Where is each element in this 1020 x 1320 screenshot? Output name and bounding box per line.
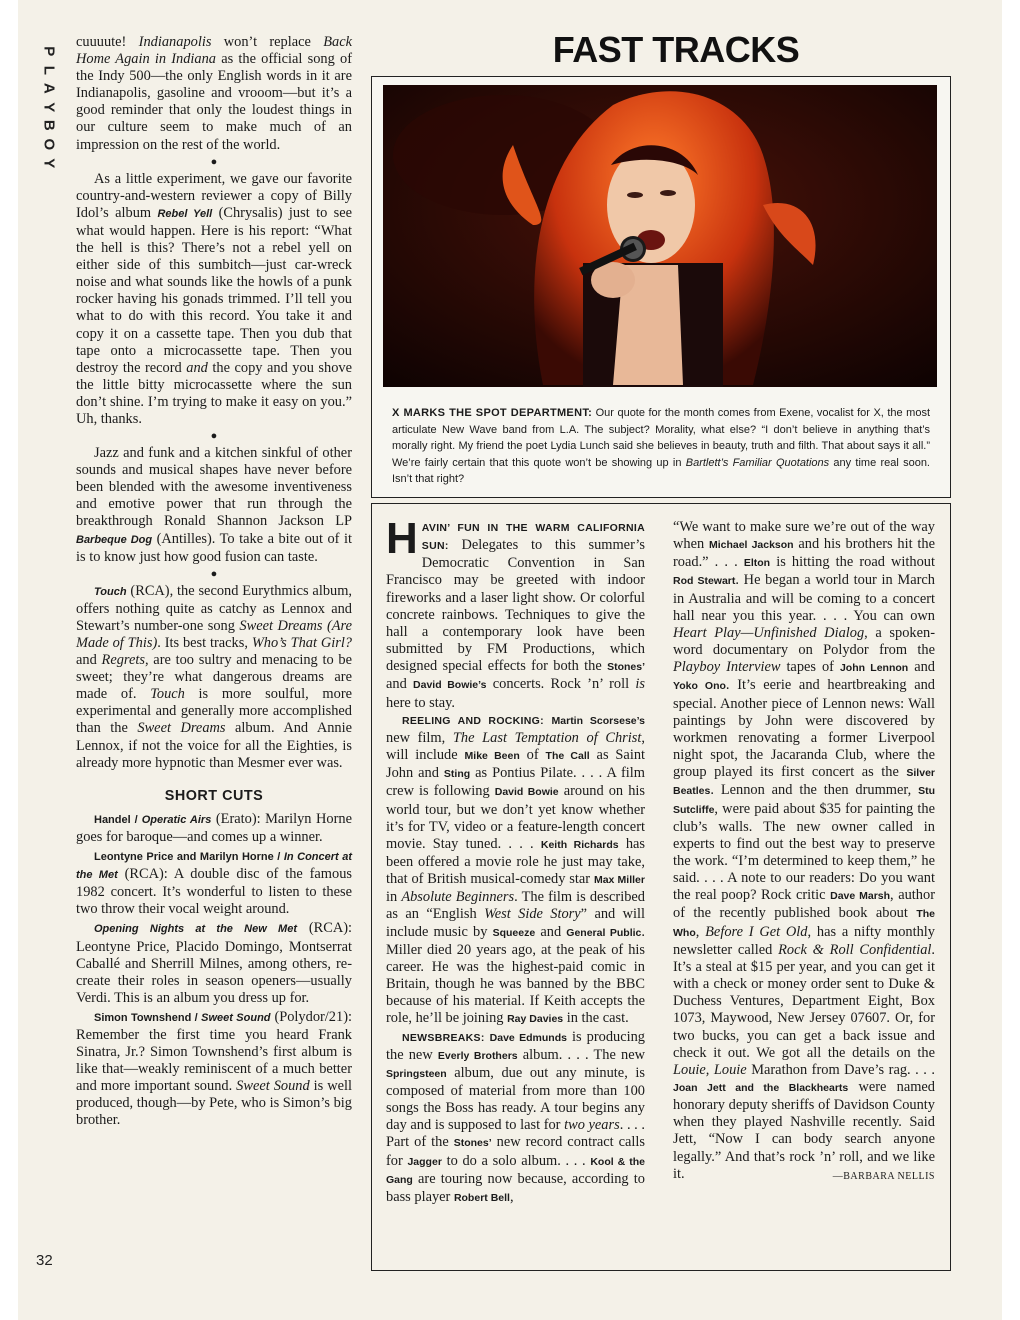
text-run: , will include xyxy=(386,729,645,764)
album-title: Sweet Sound xyxy=(201,1011,271,1024)
text-run: , has a nifty monthly newsletter called xyxy=(673,923,935,958)
review-rebel-yell xyxy=(76,171,352,428)
short-cut-item xyxy=(76,811,352,846)
section-bullet: ● xyxy=(210,567,218,580)
album-title: Opening Nights at the New Met xyxy=(94,923,298,936)
person-name: David Bowie xyxy=(494,786,559,799)
magazine-name-letter: Y xyxy=(40,157,58,168)
text-run: album. . . . The new xyxy=(517,1046,645,1063)
text-run: As a little experiment, we gave our favorite country-and-western reviewer a copy of Billy Idol’s album xyxy=(76,170,352,221)
text-run: and xyxy=(908,659,935,676)
album-title: Operatic Airs xyxy=(141,813,212,826)
text-run: , author of the recently published book about xyxy=(673,887,935,922)
text-run: , a spoken-word documentary on Polydor from the xyxy=(673,624,935,659)
text-run: (Erato): Marilyn Horne goes for baroque—and comes up a winner. xyxy=(76,810,352,845)
short-cut-item xyxy=(76,1009,352,1130)
story-para-newsbreaks xyxy=(386,1029,645,1208)
concert-photo xyxy=(383,85,937,387)
text-run: and xyxy=(535,923,567,940)
italic-text: Back Home Again in Indiana xyxy=(76,34,352,68)
magazine-name-vertical xyxy=(38,42,58,172)
story-column-2 xyxy=(673,519,935,1185)
person-name: The Who xyxy=(673,908,935,939)
person-name: Everly Brothers xyxy=(437,1049,518,1062)
magazine-page xyxy=(18,0,1002,1320)
text-run: (RCA): A double disc of the famous 1982 concert. It’s wonderful to listen to these two throw their vocal weight around. xyxy=(76,866,352,918)
text-run: , were paid about $35 for painting the club’s walls. The new owner called in experts to find out the best way to preserve the work. “I’m determined to keep them,” he said. . . . A note to our readers: Do you want the real poop? Rock critic xyxy=(673,800,935,904)
italic-text: Rock & Roll Confidential xyxy=(778,941,932,958)
text-run: around on his world tour, but we don’t yet know whether it’s for TV, video or a feature-length concert movie. Stay tuned. . . . xyxy=(386,783,645,852)
italic-text: Touch xyxy=(150,686,185,703)
italic-text: Bartlett’s Familiar Quotations xyxy=(685,456,830,469)
person-name: Springsteen xyxy=(386,1067,447,1080)
italic-text: and xyxy=(186,359,208,376)
person-name: Stones’ xyxy=(607,661,645,674)
text-run: (RCA): Leontyne Price, Placido Domingo, Montserrat Caballé and Sherrill Milnes, among others, re-create their roles in season openers—usually Verdi. This is an album you dress up for. xyxy=(76,920,352,1006)
kicker: AVIN’ FUN IN THE WARM CALIFORNIA SUN: xyxy=(421,522,645,553)
section-title: FAST TRACKS xyxy=(552,29,800,70)
album-title: Rebel Yell xyxy=(157,207,213,220)
story-para-reeling xyxy=(386,712,645,1029)
text-run: and xyxy=(386,676,414,693)
person-name: Ray Davies xyxy=(507,1013,564,1026)
text-run: as Pontius Pilate. . . . A film crew is following xyxy=(386,765,645,800)
text-run: and xyxy=(76,652,102,669)
italic-text: Playboy Interview xyxy=(673,659,781,676)
italic-text: is xyxy=(635,676,645,693)
text-run: album. And Annie Lennox, if not the voice for all the Eighties, is already more hypnotic than Mesmer ever was. xyxy=(76,720,352,771)
short-cut-item xyxy=(76,848,352,918)
magazine-name-letter: P xyxy=(40,46,58,57)
text-run: Delegates to this summer’s Democratic Convention in San Francisco may be greeted with indoor fireworks and a laser light show. Or colorful concrete rainbows. Techniques to give the hall a contemporary look have been submitted by FM Productions, which designed special effects for both the xyxy=(386,537,645,675)
story-text xyxy=(673,519,935,1182)
fast-tracks-story xyxy=(371,503,951,1271)
byline: —BARBARA NELLIS xyxy=(832,1170,935,1182)
story-text xyxy=(386,514,645,711)
text-run: and his brothers hit the road.” . . . xyxy=(673,536,935,571)
person-name: Michael Jackson xyxy=(708,539,794,552)
magazine-name-letter: O xyxy=(40,138,58,151)
text-run: (RCA), the second Eurythmics album, offers nothing quite as catchy as Lennox and Stewart’s number-one song xyxy=(76,582,352,634)
text-run: . It’s eerie and heartbreaking and special. Another piece of Lennon news: Wall paintings by John were discovered by workmen renovating a former Liverpool night spot, the Jacaranda Club, where the group played its first concert as the xyxy=(673,677,935,781)
text-run: Jazz and funk and a kitchen sinkful of other sounds and musical shapes have never before been blended with the awesome inventiveness and emotive power that run through the breakthrough Ronald Shannon Jackson LP xyxy=(76,445,352,530)
text-run: , xyxy=(509,1188,514,1205)
person-name: David Bowie’s xyxy=(413,679,487,692)
text-run: new film, xyxy=(386,729,453,746)
text-run: to do a solo album. . . . xyxy=(441,1152,591,1169)
person-name: Martin Scorsese’s xyxy=(551,714,645,727)
kicker: NEWSBREAKS: xyxy=(402,1031,485,1044)
italic-text: Heart Play—Unfinished Dialog xyxy=(673,624,865,641)
text-run: here to stay. xyxy=(386,694,455,711)
text-run: as Saint John and xyxy=(386,747,646,782)
text-run: (Antilles). To take a bite out of it is to know just how good fusion can taste. xyxy=(76,530,352,565)
person-name: Robert Bell xyxy=(453,1191,510,1204)
magazine-name-letter: L xyxy=(40,65,58,75)
text-run: . . . . Part of the xyxy=(386,1117,646,1151)
singer-photo-illustration xyxy=(383,85,937,387)
person-name: The Call xyxy=(545,750,590,763)
italic-text: Who’s That Girl? xyxy=(251,635,353,651)
text-run: ” and will include music by xyxy=(386,906,645,940)
person-name: Rod Stewart xyxy=(673,575,736,588)
text-run: album, due out any minute, is composed of material from more than 100 songs the Boss has ready. A tour begins any day and is supposed to last for xyxy=(386,1064,645,1134)
person-name: Mike Been xyxy=(464,750,520,763)
text-run: “We want to make sure we’re out of the way when xyxy=(673,519,935,553)
photo-caption xyxy=(392,405,930,488)
person-name: Squeeze xyxy=(492,926,536,939)
person-name: Jagger xyxy=(407,1155,442,1168)
text-run: is more soulful, more experimental and generally more accomplished than the xyxy=(76,686,353,737)
album-title: Barbeque Dog xyxy=(76,533,153,546)
drop-cap: H xyxy=(386,514,418,563)
review-barbeque-dog xyxy=(76,445,352,566)
story-para-convention xyxy=(386,514,645,712)
text-run: is well produced, though—by Pete, who is Simon’s big brother. xyxy=(76,1078,352,1129)
text-run: , xyxy=(695,923,706,940)
italic-text: Louie, Louie xyxy=(673,1061,747,1078)
photo-box xyxy=(371,76,951,498)
text-run xyxy=(544,712,552,728)
person-name: Max Miller xyxy=(593,874,645,887)
text-run: in xyxy=(386,889,402,906)
italic-text: Sweet Sound xyxy=(236,1078,310,1095)
text-run: has been offered a movie role he just may take, that of British musical-comedy star xyxy=(386,835,645,888)
text-run: . Lennon and the then drummer, xyxy=(710,782,919,799)
person-name: Dave Edmunds xyxy=(489,1031,567,1044)
person-name: Elton xyxy=(743,557,771,570)
text-run: of xyxy=(519,747,546,764)
italic-text: West Side Story xyxy=(484,906,581,923)
person-name: Keith Richards xyxy=(540,838,619,851)
text-run: new record contract calls for xyxy=(386,1134,646,1169)
text-run: (Chrysalis) just to see what would happen. Here is his report: “What the hell is this? There’s not a rebel yell on either side of this sumbitch—just car-wreck noise and what sounds like the howls of a punk rocker having his gonads trimmed. I’ll tell you what to do with this record. You take it and copy it on a cassette tape. Then you dub that tape onto a microcassette tape. Then you destroy the record xyxy=(76,204,352,376)
magazine-name-letter: Y xyxy=(40,102,58,113)
text-run: concerts. Rock ’n’ roll xyxy=(486,676,636,693)
italic-text: two years xyxy=(564,1117,620,1134)
magazine-name-letter: A xyxy=(40,83,58,94)
short-cut-item xyxy=(76,920,352,1006)
italic-text: Before I Get Old xyxy=(705,923,808,940)
person-name: Yoko Ono xyxy=(673,680,726,693)
magazine-name-letter: B xyxy=(40,120,58,132)
text-run: cuuuute! xyxy=(76,34,139,50)
left-column-reviews xyxy=(76,34,352,1130)
text-run: were named honorary deputy sheriffs of Davidson County when they played Nashville recently. Said Jett, “Now I can body search anyone legally.” And that’s rock ’n’ roll, and we like it. xyxy=(673,1079,935,1182)
text-run: in the cast. xyxy=(563,1010,629,1027)
text-run: . Miller died 20 years ago, at the peak of his career. He was the highest-paid comic in Britain, though he was banned by the BBC because of his material. If Keith accepts the role, he’ll be joining xyxy=(386,923,645,1027)
artist-name: Handel / xyxy=(94,813,142,826)
text-run: any time real soon. Isn’t that right? xyxy=(392,456,930,486)
review-touch xyxy=(76,583,352,772)
text-run: . It’s a steal at $15 per year, and you can get it with a check or money order sent to Duke & Duchess Ventures, Department Eight, Box 1073, Maywood, New Jersey 07607. Or, for two bucks, you can get a back issue and check it out. We got all the details on the xyxy=(673,941,935,1061)
italic-text: Absolute Beginners xyxy=(401,889,515,906)
artist-name: Simon Townshend / xyxy=(94,1011,202,1024)
text-run: . Its best tracks, xyxy=(157,635,252,651)
text-run: tapes of xyxy=(780,659,840,676)
italic-text: Indianapolis xyxy=(138,34,212,50)
review-indianapolis xyxy=(76,34,352,154)
text-run: . The film is described as an “English xyxy=(386,889,646,923)
person-name: Joan Jett and the Blackhearts xyxy=(673,1082,849,1094)
text-run: Marathon from Dave’s rag. . . . xyxy=(746,1061,935,1078)
album-title: In Concert at the Met xyxy=(76,851,353,882)
text-run: Our quote for the month comes from Exene, vocalist for X, the most articulate New Wave band from L.A. The subject? Morality, what else? “I don’t believe in anything that’s morally right. My friend the poet Lydia Lunch said she believes in beauty, truth and filth. That about says it all.” We’re fairly certain that this quote won’t be showing up in xyxy=(392,407,930,469)
section-bullet: ● xyxy=(210,155,218,168)
story-column-1 xyxy=(386,514,646,1207)
person-name: Silver Beatles xyxy=(673,767,935,798)
text-run: the copy and you shove the little bitty microcassette where the sun don’t shine. I’m trying to make it easy on you.” Uh, thanks. xyxy=(76,359,352,427)
person-name: Sting xyxy=(443,768,471,781)
bold-lead: X MARKS THE SPOT DEPARTMENT: xyxy=(392,407,593,419)
person-name: John Lennon xyxy=(839,662,909,675)
short-cuts-heading: SHORT CUTS xyxy=(164,787,264,804)
text-run: , are too sultry and menacing to be sweet; they’re what dangerous dreams are made of. xyxy=(76,652,352,703)
italic-text: Sweet Dreams (Are Made of This) xyxy=(76,617,352,651)
person-name: General Public xyxy=(566,926,642,939)
text-run: is hitting the road without xyxy=(770,554,935,571)
text-run: won’t replace xyxy=(211,34,324,50)
person-name: Stu Sutcliffe xyxy=(673,785,935,816)
text-run: (Polydor/21): Remember the first time you heard Frank Sinatra, Jr.? Simon Townshend’s first album is like that—weakly reminiscent of a much better and more important sound. xyxy=(76,1008,352,1095)
person-name: Kool & the Gang xyxy=(386,1155,646,1186)
text-run: . He began a world tour in March in Australia and will be coming to a concert hall near you this year. . . . You can own xyxy=(673,572,935,624)
kicker: REELING AND ROCKING: xyxy=(402,714,544,727)
album-title: Touch xyxy=(94,585,127,598)
person-name: Stones’ xyxy=(453,1137,492,1150)
artist-name: Leontyne Price and Marilyn Horne / xyxy=(94,851,284,864)
text-run: as the official song of the Indy 500—the only English words in it are Indianapolis, gasoline and vrooom—but it’s a good reminder that only the loudest things in our culture seem to make much of an impression on the rest of the world. xyxy=(76,51,352,153)
italic-text: Regrets xyxy=(101,652,145,669)
story-para-continued xyxy=(673,519,935,1183)
person-name: Dave Marsh xyxy=(830,890,891,903)
italic-text: Sweet Dreams xyxy=(137,720,226,737)
italic-text: The Last Temptation of Christ xyxy=(452,729,642,746)
text-run: is producing the new xyxy=(386,1028,645,1063)
section-bullet: ● xyxy=(210,430,218,443)
page-number: 32 xyxy=(36,1252,53,1269)
text-run: are touring now because, according to bass player xyxy=(386,1170,645,1205)
